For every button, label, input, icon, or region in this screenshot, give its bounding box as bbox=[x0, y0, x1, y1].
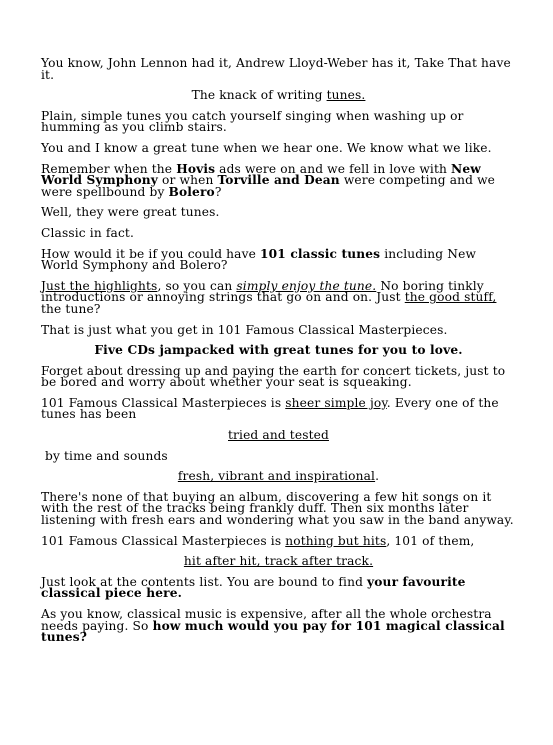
paragraph bbox=[41, 161, 516, 199]
text-run: , 101 of them, bbox=[386, 533, 475, 548]
text-run: fresh, vibrant and inspirational bbox=[177, 469, 376, 484]
text-run: Remember when the bbox=[41, 161, 177, 176]
text-run: or when bbox=[157, 173, 218, 188]
text-run: You know, John Lennon had it, Andrew Lloyd-Weber has it, Take That have it. bbox=[41, 56, 511, 82]
text-run: 101 Famous Classical Masterpieces is bbox=[41, 533, 286, 548]
text-run: tried and tested bbox=[228, 428, 329, 443]
document-body bbox=[41, 58, 516, 653]
text-run: Five CDs jampacked with great tunes for you to love. bbox=[94, 343, 463, 358]
text-run: ads were on and we fell in love with bbox=[215, 161, 452, 176]
text-run: the tune? bbox=[41, 301, 101, 316]
paragraph bbox=[41, 489, 516, 528]
paragraph bbox=[41, 363, 516, 390]
paragraph bbox=[41, 108, 516, 135]
text-run: nothing but hits bbox=[285, 533, 387, 548]
text-run: , so you can bbox=[157, 278, 237, 293]
paragraph bbox=[41, 533, 516, 548]
text-run: ? bbox=[214, 184, 222, 199]
text-run: Plain, simple tunes you catch yourself singing when washing up or humming as you climb stairs. bbox=[41, 108, 464, 135]
text-run: Forget about dressing up and paying the earth for concert tickets, just to be bored and worry about whether your seat is squeaking. bbox=[41, 363, 506, 390]
text-run: Classic in fact. bbox=[41, 225, 134, 240]
text-run: New World Symphony bbox=[41, 161, 481, 188]
text-run: Just look at the contents list. You are bound to find bbox=[41, 574, 368, 589]
text-run: including New World Symphony and Bolero? bbox=[41, 246, 477, 273]
text-run: were competing and we were spellbound by bbox=[41, 173, 496, 199]
paragraph bbox=[41, 140, 516, 155]
text-run: simply enjoy the tune. bbox=[236, 278, 377, 293]
paragraph bbox=[41, 471, 516, 483]
text-run: by time and sounds bbox=[45, 448, 168, 463]
paragraph bbox=[41, 278, 516, 316]
text-run: Hovis bbox=[176, 161, 216, 176]
paragraph bbox=[41, 90, 516, 102]
paragraph bbox=[41, 225, 516, 240]
paragraph bbox=[41, 207, 516, 219]
text-run: Bolero bbox=[168, 184, 215, 199]
text-run: sheer simple joy bbox=[285, 395, 387, 410]
paragraph bbox=[41, 395, 516, 422]
text-run: your favourite classical piece here. bbox=[41, 574, 466, 601]
text-run: 101 Famous Classical Masterpieces is bbox=[41, 395, 286, 410]
text-run: There's none of that buying an album, discovering a few hit songs on it with the rest of the tracks being frankly duff. Then six months later listening with fresh ears and wondering what you saw in the band anyway. bbox=[41, 489, 514, 528]
text-run: hit after hit, track after track. bbox=[183, 554, 374, 569]
paragraph bbox=[41, 609, 516, 644]
text-run: No boring tinkly introductions or annoying strings that go on and on. Just bbox=[41, 278, 484, 305]
text-run: how much would you pay for 101 magical classical tunes? bbox=[41, 618, 505, 645]
text-run: . bbox=[375, 469, 380, 484]
text-run: That is just what you get in 101 Famous Classical Masterpieces. bbox=[41, 322, 448, 337]
text-run: How would it be if you could have bbox=[41, 246, 261, 261]
paragraph bbox=[41, 345, 516, 357]
paragraph bbox=[41, 58, 516, 81]
text-run: 101 classic tunes bbox=[260, 246, 381, 261]
text-run: Just the highlights bbox=[41, 278, 158, 293]
paragraph bbox=[41, 322, 516, 337]
text-run: tunes. bbox=[326, 88, 366, 103]
paragraph bbox=[41, 574, 516, 601]
paragraph bbox=[41, 556, 516, 568]
text-run: You and I know a great tune when we hear one. We know what we like. bbox=[41, 140, 492, 155]
text-run: As you know, classical music is expensive, after all the whole orchestra needs paying. So bbox=[41, 607, 492, 633]
text-run: The knack of writing bbox=[191, 88, 327, 103]
paragraph bbox=[41, 246, 516, 273]
text-run: . Every one of the tunes has been bbox=[41, 395, 499, 422]
paragraph bbox=[41, 448, 516, 463]
paragraph bbox=[41, 430, 516, 442]
text-run: Torville and Dean bbox=[217, 173, 340, 188]
text-run: the good stuff, bbox=[404, 290, 497, 305]
text-run: Well, they were great tunes. bbox=[41, 205, 220, 220]
